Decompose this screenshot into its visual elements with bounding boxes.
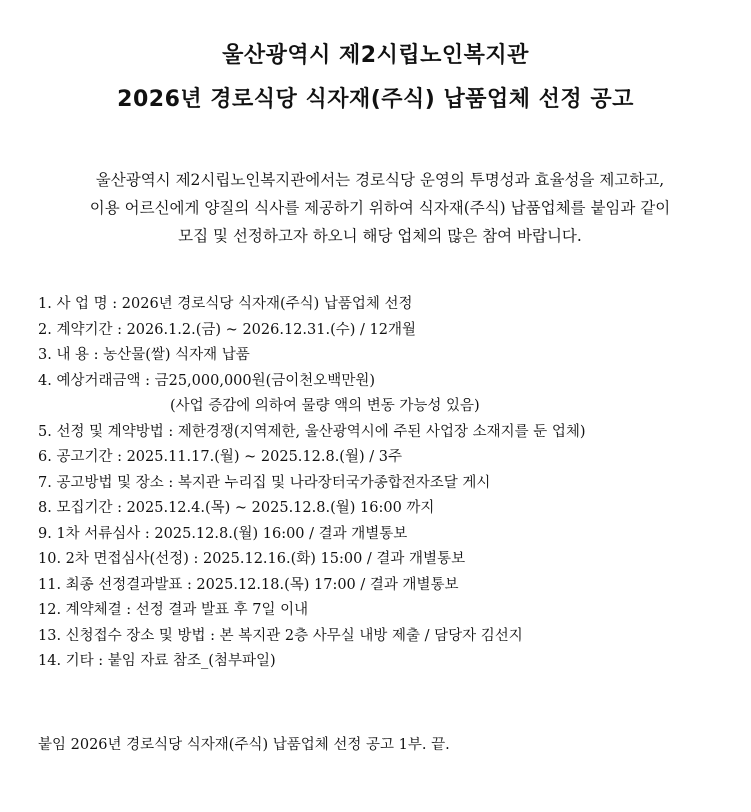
announcement-items-list xyxy=(38,292,738,675)
intro-line: 울산광역시 제2시립노인복지관에서는 경로식당 운영의 투명성과 효율성을 제고하고, xyxy=(95,171,665,189)
item-interview: 10. 2차 면접심사(선정) : 2025.12.16.(화) 15:00 / 결과 개별통보 xyxy=(38,551,466,567)
item-final-result: 11. 최종 선정결과발표 : 2025.12.18.(목) 17:00 / 결과 개별통보 xyxy=(38,576,459,593)
item-content: 3. 내 용 : 농산물(쌀) 식자재 납품 xyxy=(38,347,250,363)
intro-line: 모집 및 선정하고자 하오니 해당 업체의 많은 참여 바랍니다. xyxy=(178,227,582,245)
intro-paragraph xyxy=(30,166,730,250)
item-contract-signing: 12. 계약체결 : 선정 결과 발표 후 7일 이내 xyxy=(38,602,309,618)
item-notice-period: 6. 공고기간 : 2025.11.17.(월) ~ 2025.12.8.(월) / 3주 xyxy=(38,449,402,465)
item-application-submission: 13. 신청접수 장소 및 방법 : 본 복지관 2층 사무실 내방 제출 / 담당자 김선지 xyxy=(38,627,523,644)
item-other: 14. 기타 : 붙임 자료 참조_(첨부파일) xyxy=(38,653,276,669)
item-document-review: 9. 1차 서류심사 : 2025.12.8.(월) 16:00 / 결과 개별통보 xyxy=(38,525,408,542)
item-expected-amount: 4. 예상거래금액 : 금25,000,000원(금이천오백만원) xyxy=(38,372,375,389)
organization-title: 울산광역시 제2시립노인복지관 xyxy=(222,43,529,68)
attachment-note: 붙임 2026년 경로식당 식자재(주식) 납품업체 선정 공고 1부. 끝. xyxy=(38,737,450,753)
announcement-title: 2026년 경로식당 식자재(주식) 납품업체 선정 공고 xyxy=(117,87,634,112)
item-selection-method: 5. 선정 및 계약방법 : 제한경쟁(지역제한, 울산광역시에 주된 사업장 소재지를 둔 업체) xyxy=(38,423,586,440)
intro-line: 이용 어르신에게 양질의 식사를 제공하기 위하여 식자재(주식) 납품업체를 붙임과 같이 xyxy=(89,199,671,217)
item-expected-amount-note: (사업 증감에 의하여 물량 액의 변동 가능성 있음) xyxy=(170,398,480,414)
item-notice-method: 7. 공고방법 및 장소 : 복지관 누리집 및 나라장터국가종합전자조달 게시 xyxy=(38,474,491,491)
item-contract-period: 2. 계약기간 : 2026.1.2.(금) ~ 2026.12.31.(수) / 12개월 xyxy=(38,321,416,338)
item-project-name: 1. 사 업 명 : 2026년 경로식당 식자재(주식) 납품업체 선정 xyxy=(38,296,413,312)
item-recruit-period: 8. 모집기간 : 2025.12.4.(목) ~ 2025.12.8.(월) 16:00 까지 xyxy=(38,500,435,516)
